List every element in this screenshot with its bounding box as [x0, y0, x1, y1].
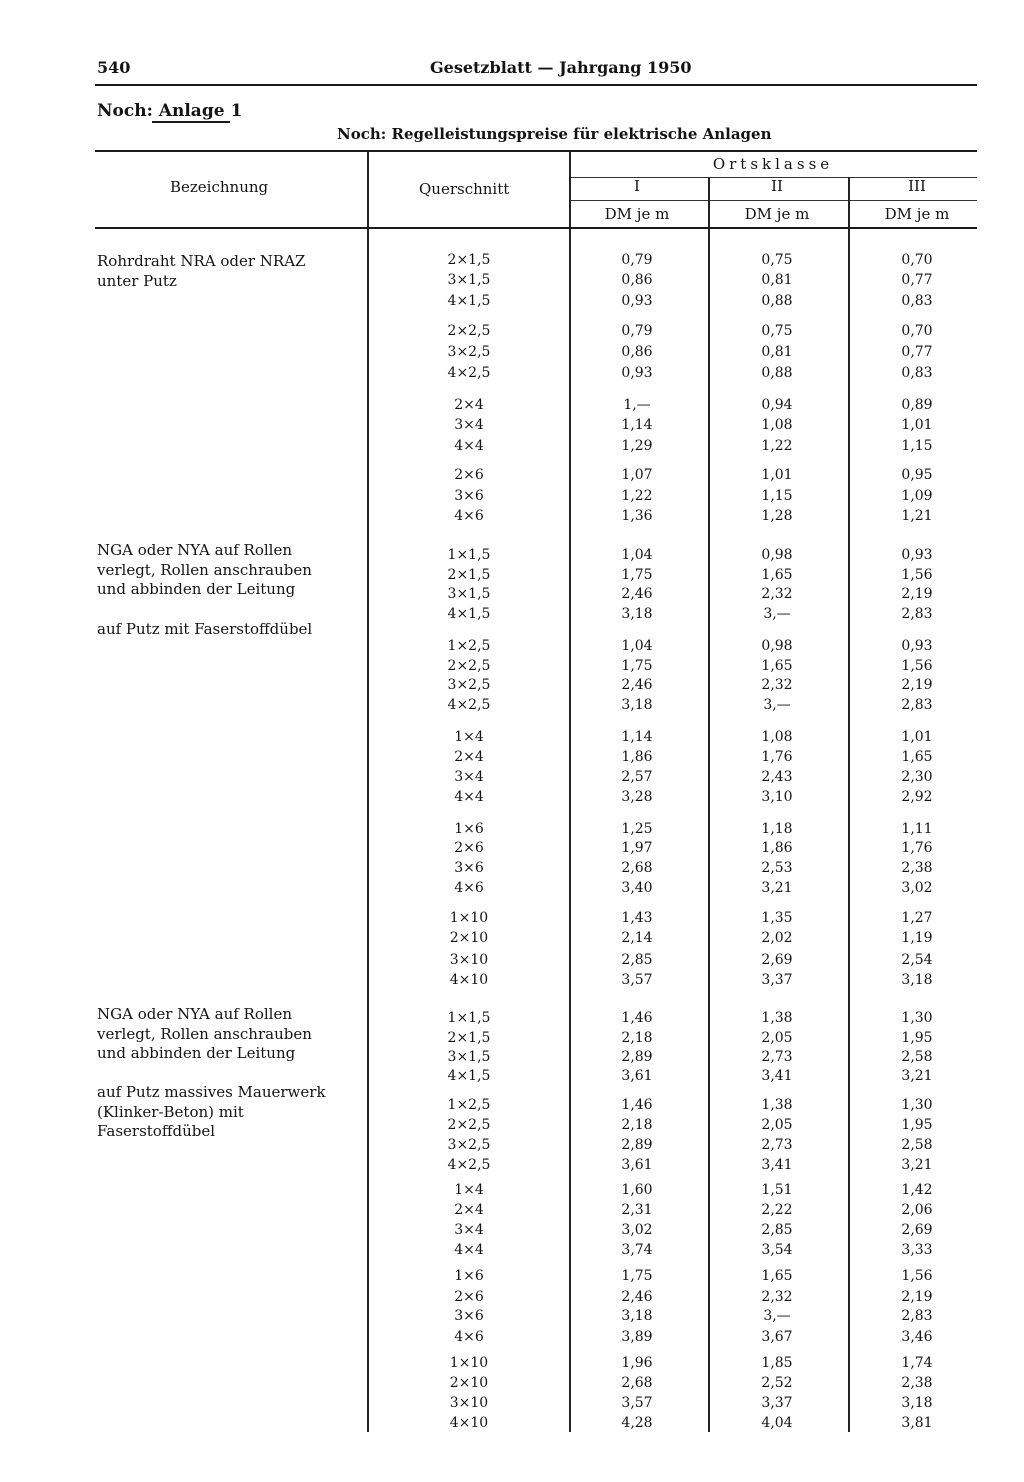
price-class-2-cell: 2,73	[761, 1137, 793, 1153]
page-number: 540	[97, 58, 131, 77]
price-class-2-cell: 3,37	[761, 972, 793, 988]
price-class-2-cell: 2,05	[761, 1030, 793, 1046]
description-group-3: NGA oder NYA auf Rollen verlegt, Rollen anschrauben und abbinden der Leitung	[97, 1005, 312, 1062]
price-class-3-cell: 1,76	[901, 840, 933, 856]
price-class-3-cell: 2,69	[901, 1222, 933, 1238]
querschnitt-cell: 3×2,5	[447, 1137, 491, 1153]
price-class-2-cell: 2,32	[761, 677, 793, 693]
querschnitt-cell: 1×1,5	[447, 1010, 491, 1026]
price-class-3-cell: 1,21	[901, 508, 933, 524]
price-class-1-cell: 0,79	[621, 252, 653, 268]
querschnitt-cell: 3×4	[454, 1222, 484, 1238]
price-class-1-cell: 3,61	[621, 1068, 653, 1084]
price-class-2-cell: 1,08	[761, 417, 793, 433]
querschnitt-cell: 3×10	[449, 1395, 489, 1411]
price-class-1-cell: 1,14	[621, 729, 653, 745]
price-class-2-cell: 1,22	[761, 438, 793, 454]
querschnitt-cell: 1×2,5	[447, 638, 491, 654]
price-class-3-cell: 2,58	[901, 1049, 933, 1065]
price-class-1-cell: 1,36	[621, 508, 653, 524]
querschnitt-cell: 1×4	[454, 1182, 484, 1198]
price-class-1-cell: 3,57	[621, 1395, 653, 1411]
querschnitt-cell: 2×4	[454, 397, 484, 413]
price-class-3-cell: 1,56	[901, 1268, 933, 1284]
price-class-3-cell: 1,95	[901, 1030, 933, 1046]
price-class-2-cell: 2,85	[761, 1222, 793, 1238]
price-class-2-cell: 1,28	[761, 508, 793, 524]
price-class-1-cell: 3,57	[621, 972, 653, 988]
column-divider-4	[848, 177, 850, 1432]
anlage-label: Anlage 1	[158, 101, 243, 121]
querschnitt-cell: 2×4	[454, 749, 484, 765]
price-class-3-cell: 1,19	[901, 930, 933, 946]
price-class-2-cell: 1,08	[761, 729, 793, 745]
column-divider-1	[367, 152, 369, 1432]
price-class-1-cell: 0,93	[621, 293, 653, 309]
price-class-1-cell: 3,02	[621, 1222, 653, 1238]
price-class-1-cell: 1,—	[623, 397, 651, 413]
price-class-1-cell: 2,46	[621, 586, 653, 602]
querschnitt-cell: 4×1,5	[447, 1068, 491, 1084]
price-class-1-cell: 2,46	[621, 1289, 653, 1305]
price-class-1-cell: 0,79	[621, 323, 653, 339]
header-bezeichnung: Bezeichnung	[170, 178, 269, 196]
price-class-2-cell: 1,65	[761, 567, 793, 583]
price-class-3-cell: 2,06	[901, 1202, 933, 1218]
price-class-1-cell: 1,46	[621, 1097, 653, 1113]
querschnitt-cell: 4×6	[454, 1329, 484, 1345]
price-class-1-cell: 0,86	[621, 344, 653, 360]
price-class-2-cell: 3,—	[763, 1308, 791, 1324]
price-class-2-cell: 1,65	[761, 1268, 793, 1284]
price-class-1-cell: 1,96	[621, 1355, 653, 1371]
price-class-3-cell: 1,11	[901, 821, 933, 837]
price-class-2-cell: 1,38	[761, 1010, 793, 1026]
price-class-2-cell: 3,41	[761, 1157, 793, 1173]
price-class-1-cell: 1,75	[621, 658, 653, 674]
price-class-3-cell: 0,93	[901, 638, 933, 654]
price-class-2-cell: 0,81	[761, 272, 793, 288]
price-class-1-cell: 1,97	[621, 840, 653, 856]
price-class-3-cell: 1,15	[901, 438, 933, 454]
column-divider-3	[708, 177, 710, 1432]
price-class-2-cell: 0,75	[761, 252, 793, 268]
description-group-2-mounting: auf Putz mit Faserstoffdübel	[97, 620, 313, 638]
price-class-1-cell: 2,89	[621, 1137, 653, 1153]
description-group-2: NGA oder NYA auf Rollen verlegt, Rollen anschrauben und abbinden der Leitung	[97, 541, 312, 598]
price-class-3-cell: 0,70	[901, 323, 933, 339]
price-class-3-cell: 2,54	[901, 952, 933, 968]
price-class-2-cell: 3,41	[761, 1068, 793, 1084]
column-divider-2	[569, 152, 571, 1432]
price-class-2-cell: 3,37	[761, 1395, 793, 1411]
price-class-2-cell: 2,69	[761, 952, 793, 968]
price-class-1-cell: 3,28	[621, 789, 653, 805]
header-col-3: III	[908, 177, 926, 195]
querschnitt-cell: 3×10	[449, 952, 489, 968]
anlage-prefix: Noch:	[97, 101, 153, 121]
querschnitt-cell: 3×4	[454, 769, 484, 785]
price-class-3-cell: 1,01	[901, 417, 933, 433]
price-class-3-cell: 3,21	[901, 1157, 933, 1173]
anlage-underline	[152, 121, 230, 123]
price-class-3-cell: 3,81	[901, 1415, 933, 1431]
price-class-3-cell: 2,83	[901, 697, 933, 713]
price-class-2-cell: 1,65	[761, 658, 793, 674]
querschnitt-cell: 3×1,5	[447, 1049, 491, 1065]
price-class-3-cell: 2,38	[901, 860, 933, 876]
querschnitt-cell: 4×4	[454, 789, 484, 805]
price-class-1-cell: 2,68	[621, 860, 653, 876]
price-class-1-cell: 0,93	[621, 365, 653, 381]
querschnitt-cell: 4×1,5	[447, 606, 491, 622]
header-ortsklasse: Ortsklasse	[712, 155, 834, 173]
querschnitt-cell: 2×6	[454, 840, 484, 856]
querschnitt-cell: 2×1,5	[447, 1030, 491, 1046]
querschnitt-cell: 3×2,5	[447, 677, 491, 693]
price-class-2-cell: 2,32	[761, 1289, 793, 1305]
price-class-2-cell: 2,53	[761, 860, 793, 876]
price-class-1-cell: 2,18	[621, 1117, 653, 1133]
price-class-3-cell: 2,19	[901, 586, 933, 602]
price-class-2-cell: 3,10	[761, 789, 793, 805]
price-class-3-cell: 1,27	[901, 910, 933, 926]
running-title: Gesetzblatt — Jahrgang 1950	[430, 58, 692, 77]
querschnitt-cell: 3×6	[454, 488, 484, 504]
price-class-2-cell: 1,51	[761, 1182, 793, 1198]
price-class-1-cell: 3,40	[621, 880, 653, 896]
header-col-1: I	[634, 177, 640, 195]
anlage-heading	[97, 101, 242, 121]
querschnitt-cell: 2×4	[454, 1202, 484, 1218]
querschnitt-cell: 2×2,5	[447, 658, 491, 674]
price-class-1-cell: 2,14	[621, 930, 653, 946]
unit-rule	[569, 200, 977, 201]
querschnitt-cell: 2×2,5	[447, 323, 491, 339]
price-class-2-cell: 3,21	[761, 880, 793, 896]
price-class-1-cell: 3,18	[621, 606, 653, 622]
price-class-1-cell: 2,85	[621, 952, 653, 968]
price-class-3-cell: 0,70	[901, 252, 933, 268]
price-class-2-cell: 1,35	[761, 910, 793, 926]
price-class-1-cell: 1,22	[621, 488, 653, 504]
table-title: Noch: Regelleistungspreise für elektrische Anlagen	[337, 125, 772, 143]
header-unit-3: DM je m	[884, 205, 950, 223]
price-class-3-cell: 1,56	[901, 567, 933, 583]
querschnitt-cell: 2×2,5	[447, 1117, 491, 1133]
price-class-3-cell: 3,02	[901, 880, 933, 896]
querschnitt-cell: 4×10	[449, 1415, 489, 1431]
price-class-1-cell: 2,31	[621, 1202, 653, 1218]
querschnitt-cell: 2×10	[449, 930, 489, 946]
price-class-1-cell: 3,74	[621, 1242, 653, 1258]
price-class-2-cell: 0,98	[761, 547, 793, 563]
querschnitt-cell: 4×2,5	[447, 697, 491, 713]
price-class-3-cell: 2,38	[901, 1375, 933, 1391]
querschnitt-cell: 3×1,5	[447, 272, 491, 288]
querschnitt-cell: 4×4	[454, 1242, 484, 1258]
price-class-3-cell: 3,18	[901, 972, 933, 988]
price-class-1-cell: 0,86	[621, 272, 653, 288]
price-class-2-cell: 1,76	[761, 749, 793, 765]
price-class-3-cell: 2,92	[901, 789, 933, 805]
description-group-1: Rohrdraht NRA oder NRAZ unter Putz	[97, 252, 306, 290]
querschnitt-cell: 2×1,5	[447, 252, 491, 268]
price-class-3-cell: 3,46	[901, 1329, 933, 1345]
querschnitt-cell: 2×1,5	[447, 567, 491, 583]
table-top-rule	[95, 150, 977, 152]
price-class-1-cell: 2,68	[621, 1375, 653, 1391]
price-class-2-cell: 0,81	[761, 344, 793, 360]
price-class-3-cell: 1,01	[901, 729, 933, 745]
querschnitt-cell: 4×6	[454, 508, 484, 524]
price-class-2-cell: 3,54	[761, 1242, 793, 1258]
price-class-3-cell: 1,65	[901, 749, 933, 765]
price-class-2-cell: 2,52	[761, 1375, 793, 1391]
price-class-1-cell: 4,28	[621, 1415, 653, 1431]
price-class-3-cell: 0,83	[901, 365, 933, 381]
price-class-2-cell: 3,67	[761, 1329, 793, 1345]
price-class-3-cell: 2,58	[901, 1137, 933, 1153]
price-class-3-cell: 1,30	[901, 1010, 933, 1026]
price-class-3-cell: 0,83	[901, 293, 933, 309]
table-header-bottom-rule	[95, 227, 977, 229]
price-class-3-cell: 2,19	[901, 677, 933, 693]
price-class-1-cell: 1,04	[621, 547, 653, 563]
querschnitt-cell: 1×1,5	[447, 547, 491, 563]
price-class-3-cell: 0,89	[901, 397, 933, 413]
querschnitt-cell: 2×6	[454, 1289, 484, 1305]
price-class-3-cell: 3,18	[901, 1395, 933, 1411]
price-class-3-cell: 0,93	[901, 547, 933, 563]
price-class-2-cell: 0,98	[761, 638, 793, 654]
price-class-1-cell: 3,18	[621, 1308, 653, 1324]
price-class-2-cell: 2,32	[761, 586, 793, 602]
price-class-1-cell: 2,18	[621, 1030, 653, 1046]
price-class-2-cell: 0,88	[761, 293, 793, 309]
price-class-3-cell: 0,77	[901, 272, 933, 288]
price-class-1-cell: 1,14	[621, 417, 653, 433]
price-class-3-cell: 2,83	[901, 1308, 933, 1324]
price-class-3-cell: 2,30	[901, 769, 933, 785]
querschnitt-cell: 1×6	[454, 1268, 484, 1284]
price-class-3-cell: 1,74	[901, 1355, 933, 1371]
price-class-1-cell: 1,43	[621, 910, 653, 926]
price-class-3-cell: 1,09	[901, 488, 933, 504]
querschnitt-cell: 3×4	[454, 417, 484, 433]
price-class-3-cell: 1,42	[901, 1182, 933, 1198]
price-class-2-cell: 1,18	[761, 821, 793, 837]
price-class-3-cell: 1,95	[901, 1117, 933, 1133]
header-col-2: II	[771, 177, 783, 195]
header-querschnitt: Querschnitt	[419, 180, 510, 198]
price-class-1-cell: 1,75	[621, 1268, 653, 1284]
querschnitt-cell: 4×4	[454, 438, 484, 454]
price-class-2-cell: 2,02	[761, 930, 793, 946]
price-class-2-cell: 1,85	[761, 1355, 793, 1371]
price-class-1-cell: 3,89	[621, 1329, 653, 1345]
price-class-2-cell: 4,04	[761, 1415, 793, 1431]
price-class-3-cell: 1,30	[901, 1097, 933, 1113]
querschnitt-cell: 4×6	[454, 880, 484, 896]
querschnitt-cell: 1×6	[454, 821, 484, 837]
querschnitt-cell: 2×10	[449, 1375, 489, 1391]
header-rule	[95, 84, 977, 86]
querschnitt-cell: 2×6	[454, 467, 484, 483]
price-class-2-cell: 0,75	[761, 323, 793, 339]
price-class-3-cell: 1,56	[901, 658, 933, 674]
price-class-2-cell: 2,05	[761, 1117, 793, 1133]
description-group-3-mounting: auf Putz massives Mauerwerk (Klinker-Beton) mit Faserstoffdübel	[97, 1083, 326, 1140]
price-class-1-cell: 3,18	[621, 697, 653, 713]
price-class-1-cell: 1,60	[621, 1182, 653, 1198]
price-class-2-cell: 0,94	[761, 397, 793, 413]
price-class-3-cell: 0,95	[901, 467, 933, 483]
price-class-1-cell: 1,86	[621, 749, 653, 765]
querschnitt-cell: 1×4	[454, 729, 484, 745]
price-class-1-cell: 2,46	[621, 677, 653, 693]
price-class-1-cell: 1,04	[621, 638, 653, 654]
querschnitt-cell: 1×2,5	[447, 1097, 491, 1113]
price-class-1-cell: 1,25	[621, 821, 653, 837]
header-unit-1: DM je m	[604, 205, 670, 223]
price-class-2-cell: 0,88	[761, 365, 793, 381]
querschnitt-cell: 3×6	[454, 1308, 484, 1324]
price-class-2-cell: 2,43	[761, 769, 793, 785]
price-class-3-cell: 0,77	[901, 344, 933, 360]
querschnitt-cell: 3×1,5	[447, 586, 491, 602]
price-class-2-cell: 1,86	[761, 840, 793, 856]
price-class-2-cell: 1,01	[761, 467, 793, 483]
price-class-2-cell: 2,22	[761, 1202, 793, 1218]
price-class-1-cell: 3,61	[621, 1157, 653, 1173]
header-unit-2: DM je m	[744, 205, 810, 223]
price-class-1-cell: 1,75	[621, 567, 653, 583]
price-class-3-cell: 3,33	[901, 1242, 933, 1258]
price-class-2-cell: 3,—	[763, 606, 791, 622]
price-class-3-cell: 3,21	[901, 1068, 933, 1084]
price-class-2-cell: 1,38	[761, 1097, 793, 1113]
querschnitt-cell: 3×2,5	[447, 344, 491, 360]
price-class-3-cell: 2,19	[901, 1289, 933, 1305]
price-class-1-cell: 2,89	[621, 1049, 653, 1065]
querschnitt-cell: 4×2,5	[447, 1157, 491, 1173]
price-class-1-cell: 1,07	[621, 467, 653, 483]
price-class-2-cell: 1,15	[761, 488, 793, 504]
price-class-3-cell: 2,83	[901, 606, 933, 622]
querschnitt-cell: 1×10	[449, 910, 489, 926]
price-class-2-cell: 3,—	[763, 697, 791, 713]
price-class-1-cell: 2,57	[621, 769, 653, 785]
querschnitt-cell: 4×2,5	[447, 365, 491, 381]
querschnitt-cell: 4×10	[449, 972, 489, 988]
price-class-2-cell: 2,73	[761, 1049, 793, 1065]
price-class-1-cell: 1,46	[621, 1010, 653, 1026]
querschnitt-cell: 3×6	[454, 860, 484, 876]
querschnitt-cell: 4×1,5	[447, 293, 491, 309]
price-class-1-cell: 1,29	[621, 438, 653, 454]
querschnitt-cell: 1×10	[449, 1355, 489, 1371]
